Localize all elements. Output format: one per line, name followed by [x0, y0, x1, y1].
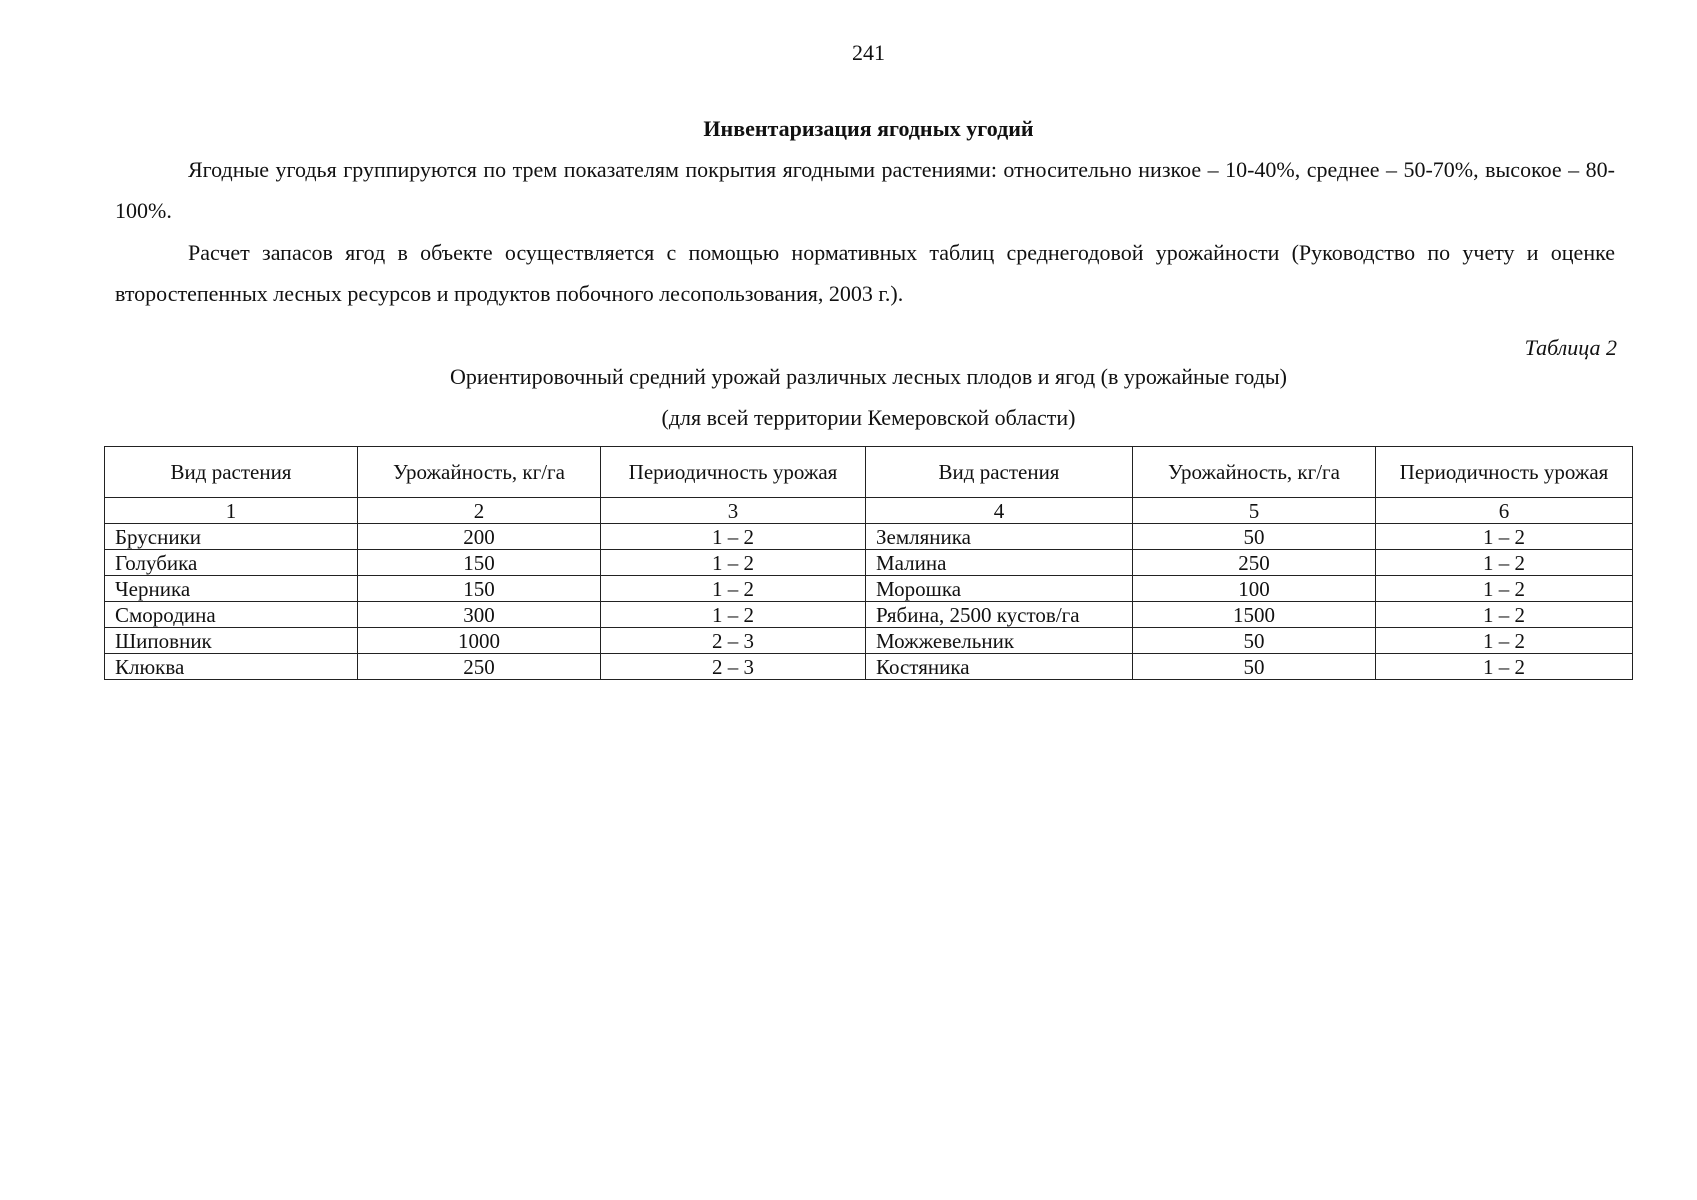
period-value: 1 – 2 — [601, 602, 866, 628]
period-value: 1 – 2 — [601, 576, 866, 602]
plant-name: Земляника — [866, 524, 1133, 550]
period-value: 2 – 3 — [601, 628, 866, 654]
page-number: 241 — [852, 40, 885, 65]
plant-name: Клюква — [105, 654, 358, 680]
table-caption-title: Ориентировочный средний урожай различных лесных плодов и ягод (в урожайные годы) — [449, 364, 1288, 389]
header-period-1: Периодичность урожая — [601, 447, 866, 498]
plant-name: Черника — [105, 576, 358, 602]
period-value: 1 – 2 — [1376, 524, 1633, 550]
table-row — [105, 550, 1633, 576]
table-header-row — [105, 447, 1633, 498]
plant-name: Морошка — [866, 576, 1133, 602]
header-yield-2: Урожайность, кг/га — [1133, 447, 1376, 498]
column-number: 1 — [105, 498, 358, 524]
header-period-2: Периодичность урожая — [1376, 447, 1633, 498]
yield-value: 150 — [358, 550, 601, 576]
table-row — [105, 628, 1633, 654]
section-title: Инвентаризация ягодных угодий — [703, 116, 1034, 141]
yield-value: 250 — [358, 654, 601, 680]
yield-value: 50 — [1133, 628, 1376, 654]
paragraph-coverage: Ягодные угодья группируются по трем показателям покрытия ягодными растениями: относительно низкое – 10-40%, среднее – 50-70%, высокое – 80-100%. — [115, 157, 1615, 223]
header-plant-2: Вид растения — [866, 447, 1133, 498]
period-value: 1 – 2 — [1376, 576, 1633, 602]
table-label: Таблица 2 — [1524, 335, 1617, 360]
column-number-row — [105, 498, 1633, 524]
yield-value: 300 — [358, 602, 601, 628]
header-plant-1: Вид растения — [105, 447, 358, 498]
yield-value: 250 — [1133, 550, 1376, 576]
plant-name: Рябина, 2500 кустов/га — [866, 602, 1133, 628]
column-number: 2 — [358, 498, 601, 524]
plant-name: Малина — [866, 550, 1133, 576]
period-value: 1 – 2 — [1376, 628, 1633, 654]
column-number: 5 — [1133, 498, 1376, 524]
yield-value: 100 — [1133, 576, 1376, 602]
period-value: 1 – 2 — [601, 550, 866, 576]
paragraph-calculation: Расчет запасов ягод в объекте осуществляется с помощью нормативных таблиц среднегодовой урожайности (Руководство по учету и оценке второстепенных лесных ресурсов и продуктов побочного лесопользования, 2003 г.). — [115, 240, 1615, 306]
yield-value: 1000 — [358, 628, 601, 654]
yield-value: 1500 — [1133, 602, 1376, 628]
table-row — [105, 654, 1633, 680]
yield-value: 200 — [358, 524, 601, 550]
table-row — [105, 576, 1633, 602]
table-row — [105, 602, 1633, 628]
period-value: 1 – 2 — [1376, 602, 1633, 628]
plant-name: Голубика — [105, 550, 358, 576]
plant-name: Можжевельник — [866, 628, 1133, 654]
plant-name: Брусники — [105, 524, 358, 550]
yield-value: 50 — [1133, 654, 1376, 680]
column-number: 6 — [1376, 498, 1633, 524]
plant-name: Смородина — [105, 602, 358, 628]
period-value: 2 – 3 — [601, 654, 866, 680]
plant-name: Шиповник — [105, 628, 358, 654]
header-yield-1: Урожайность, кг/га — [358, 447, 601, 498]
period-value: 1 – 2 — [601, 524, 866, 550]
plant-name: Костяника — [866, 654, 1133, 680]
period-value: 1 – 2 — [1376, 550, 1633, 576]
table-caption-region: (для всей территории Кемеровской области) — [661, 405, 1076, 430]
column-number: 4 — [866, 498, 1133, 524]
yield-value: 150 — [358, 576, 601, 602]
yield-value: 50 — [1133, 524, 1376, 550]
yield-table — [104, 446, 1633, 680]
period-value: 1 – 2 — [1376, 654, 1633, 680]
table-row — [105, 524, 1633, 550]
column-number: 3 — [601, 498, 866, 524]
